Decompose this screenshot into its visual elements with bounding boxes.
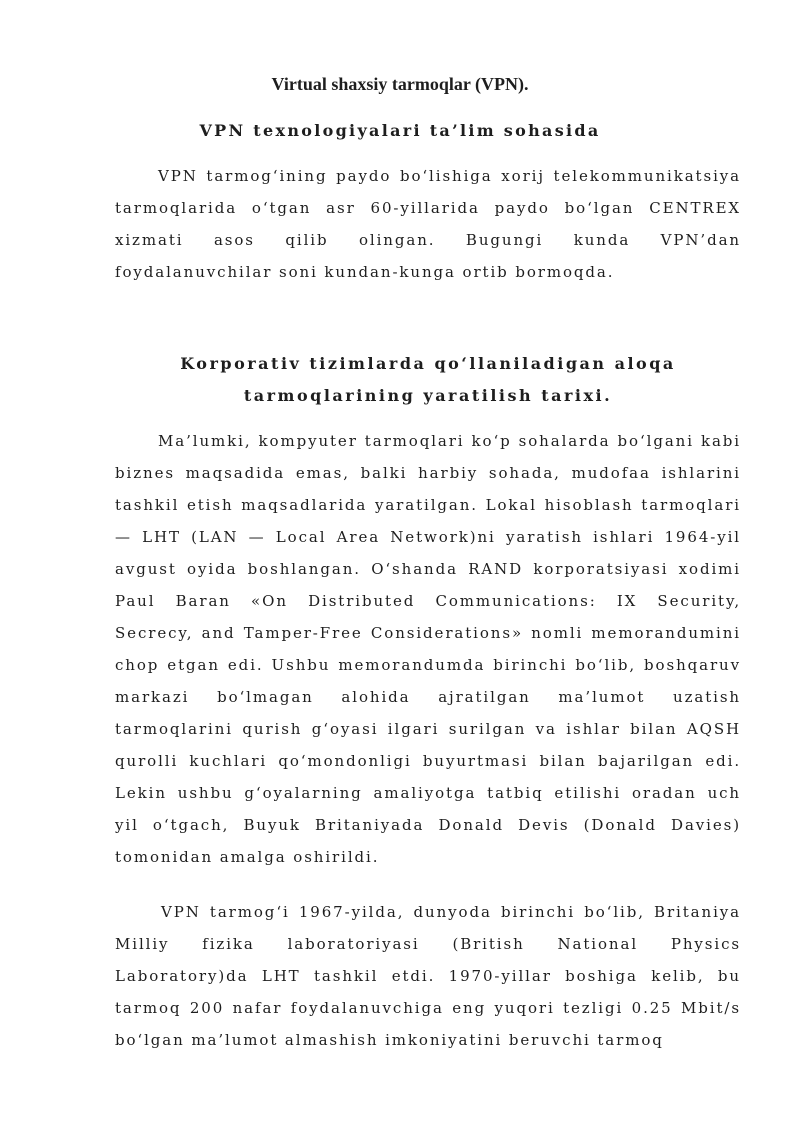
- document-title: Virtual shaxsiy tarmoqlar (VPN).: [271, 74, 529, 94]
- section-title: VPN texnologiyalari ta’lim sohasida: [199, 121, 601, 140]
- paragraph-vpn-origin: VPN tarmog‘ining paydo bo‘lishiga xorij telekommunikatsiya tarmoqlarida o‘tgan asr 60-yillarida paydo bo‘lgan CENTREX xizmati asos qilib olingan. Bugungi kunda VPN’dan foydalanuvchilar soni kundan-kunga ortib bormoqda.: [115, 167, 741, 281]
- section-heading-history: Korporativ tizimlarda qo‘llaniladigan aloqa tarmoqlarining yaratilish tarixi.: [180, 354, 676, 405]
- paragraph-lan-history: Ma’lumki, kompyuter tarmoqlari ko‘p sohalarda bo‘lgani kabi biznes maqsadida emas, balki harbiy sohada, mudofaa ishlarini tashkil etish maqsadlarida yaratilgan. Lokal hisoblash tarmoqlari — LHT (LAN — Local Area Network)ni yaratish ishlari 1964-yil avgust oyida boshlangan. O‘shanda RAND korporatsiyasi xodimi Paul Baran «On Distributed Communications: IX Security, Secrecy, and Tamper-Free Considerations» nomli memorandumini chop etgan edi. Ushbu memorandumda birinchi bo‘lib, boshqaruv markazi bo‘lmagan alohida ajratilgan ma’lumot uzatish tarmoqlarini qurish g‘oyasi ilgari surilgan va ishlar bilan AQSH qurolli kuchlari qo‘mondonligi buyurtmasi bilan bajarilgan edi. Lekin ushbu g‘oyalarning amaliyotga tatbiq etilishi oradan uch yil o‘tgach, Buyuk Britaniyada Donald Devis (Donald Davies) tomonidan amalga oshirildi.: [115, 432, 741, 866]
- paragraph-vpn-1967: VPN tarmog‘i 1967-yilda, dunyoda birinchi bo‘lib, Britaniya Milliy fizika laboratoriyasi (British National Physics Laboratory)da LHT tashkil etdi. 1970-yillar boshiga kelib, bu tarmoq 200 nafar foydalanuvchiga eng yuqori tezligi 0.25 Mbit/s bo‘lgan ma’lumot almashish imkoniyatini beruvchi tarmoq: [115, 903, 741, 1049]
